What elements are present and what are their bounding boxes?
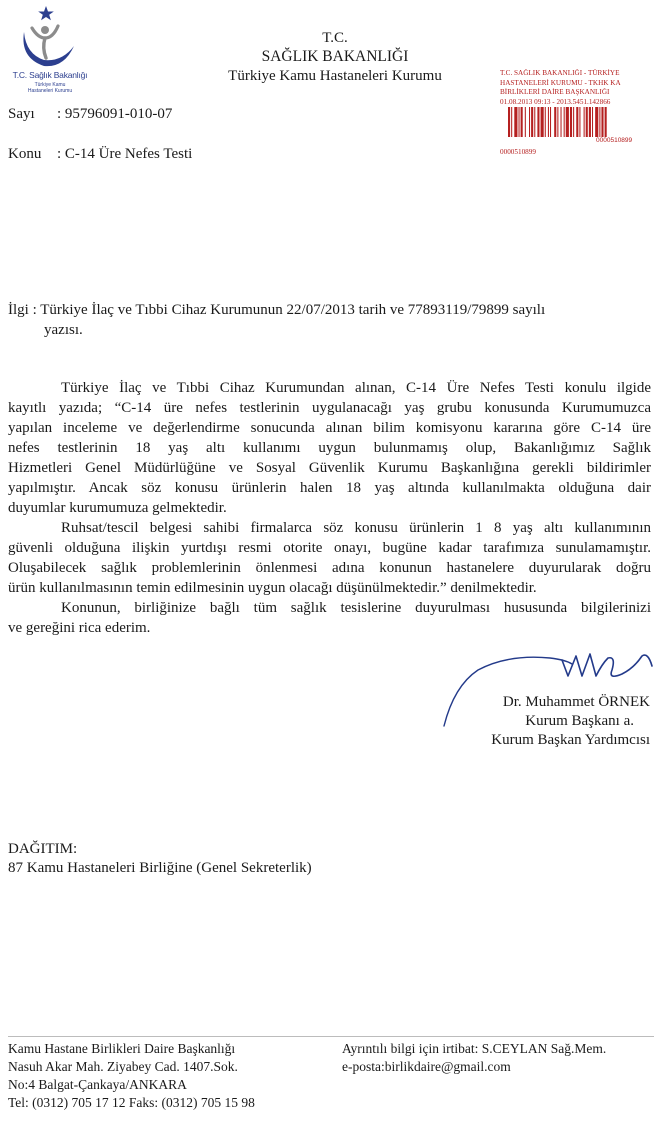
logo-title: T.C. Sağlık Bakanlığı xyxy=(12,70,88,80)
signer-title-2: Kurum Başkan Yardımcısı xyxy=(491,732,650,748)
stamp-line-1: T.C. SAĞLIK BAKANLIĞI - TÜRKİYE xyxy=(500,69,620,77)
stamp-line-4: 01.08.2013 09:13 - 2013.5451.142866 xyxy=(500,97,611,106)
paragraph-3-line: Konunun, birliğinize bağlı tüm sağlık tesislerine duyurulması hususunda bilgilerinizi xyxy=(61,600,651,616)
header-ministry: SAĞLIK BAKANLIĞI xyxy=(261,48,409,65)
stamp-line-2: HASTANELERİ KURUMU - TKHK KA xyxy=(500,78,621,87)
footer-address-line: No:4 Balgat-Çankaya/ANKARA xyxy=(8,1077,187,1092)
logo-subtitle-2: Hastaneleri Kurumu xyxy=(27,88,73,94)
paragraph-2-line: ürün kullanılmasının temin edilmesinin uygun olacağı düşünülmektedir.” denilmektedir. xyxy=(8,580,537,596)
signer-title-1: Kurum Başkanı a. xyxy=(525,713,634,729)
header-tc: T.C. xyxy=(322,30,348,46)
paragraph-1-line: Hizmetleri Genel Müdürlüğüne ve Sosyal Güvenlik Kurumu Başkanlığına gerekli bildirimler xyxy=(8,460,651,476)
paragraph-1-line: yapılmıştır. Ancak söz konusu ürünlerin halen 18 yaş altında kullanılmakta olduğuna dair xyxy=(8,480,651,496)
paragraph-1-line: kayıtlı yazıda; “C-14 üre nefes testlerinin uygulanacağı yaş grubu konusunda Kurumumuzca xyxy=(8,400,651,416)
konu-value: : C-14 Üre Nefes Testi xyxy=(57,146,193,162)
barcode-number-small: 0000510899 xyxy=(596,137,633,144)
barcode xyxy=(508,107,654,137)
sayi-value: : 95796091-010-07 xyxy=(57,106,173,122)
paragraph-1-line: yapılan inceleme ve değerlendirme sonucunda alınan bilim komisyonu kararına göre C-14 üre xyxy=(8,420,651,436)
paragraph-2-line: Oluşabilecek sağlık problemlerinin önlenmesi adına konunun hastanelere duyurularak doğru xyxy=(8,560,651,576)
distribution-item: 87 Kamu Hastaneleri Birliğine (Genel Sekreterlik) xyxy=(8,860,312,876)
logo-star-icon xyxy=(38,6,54,20)
barcode-number: 0000510899 xyxy=(500,148,536,156)
footer-address-line: Nasuh Akar Mah. Ziyabey Cad. 1407.Sok. xyxy=(8,1059,238,1074)
paragraph-2-line: Ruhsat/tescil belgesi sahibi firmalarca söz konusu ürünlerin 1 8 yaş altı kullanımının xyxy=(61,520,651,536)
konu-label: Konu xyxy=(8,146,42,162)
header-institution: Türkiye Kamu Hastaneleri Kurumu xyxy=(228,68,442,84)
stamp-line-3: BİRLİKLERİ DAİRE BAŞKANLIĞI xyxy=(500,88,610,96)
paragraph-1-line: duyumlar kurumumuza gelmektedir. xyxy=(8,500,227,516)
footer-address-line: Kamu Hastane Birlikleri Daire Başkanlığı xyxy=(8,1041,236,1056)
paragraph-2-line: güvenli olduğuna ilişkin yurtdışı resmi otorite onayı, bugüne kadar tarafımıza sunulamamıştır. xyxy=(8,540,651,556)
paragraph-1-line: nefes testlerinin 18 yaş altı kullanımı uygun bulunmamış olup, Bakanlığımız Sağlık xyxy=(8,440,651,456)
footer-phone-line: Tel: (0312) 705 17 12 Faks: (0312) 705 15 98 xyxy=(8,1095,255,1110)
sayi-label: Sayı xyxy=(8,106,35,122)
ilgi-line-2: yazısı. xyxy=(44,322,83,338)
footer-contact-line: Ayrıntılı bilgi için irtibat: S.CEYLAN Sağ.Mem. xyxy=(342,1041,607,1056)
logo-subtitle-1: Türkiye Kamu xyxy=(34,82,66,88)
signer-name: Dr. Muhammet ÖRNEK xyxy=(502,694,650,710)
footer-email-line: e-posta:birlikdaire@gmail.com xyxy=(342,1059,511,1074)
footer-divider xyxy=(8,1036,654,1037)
paragraph-1-line: Türkiye İlaç ve Tıbbi Cihaz Kurumundan alınan, C-14 Üre Nefes Testi konulu ilgide xyxy=(61,380,651,396)
distribution-heading: DAĞITIM: xyxy=(8,841,78,857)
ilgi-line-1: İlgi : Türkiye İlaç ve Tıbbi Cihaz Kurumunun 22/07/2013 tarih ve 77893119/79899 sayılı xyxy=(8,302,546,318)
paragraph-3-line: ve gereğini rica ederim. xyxy=(8,620,151,636)
